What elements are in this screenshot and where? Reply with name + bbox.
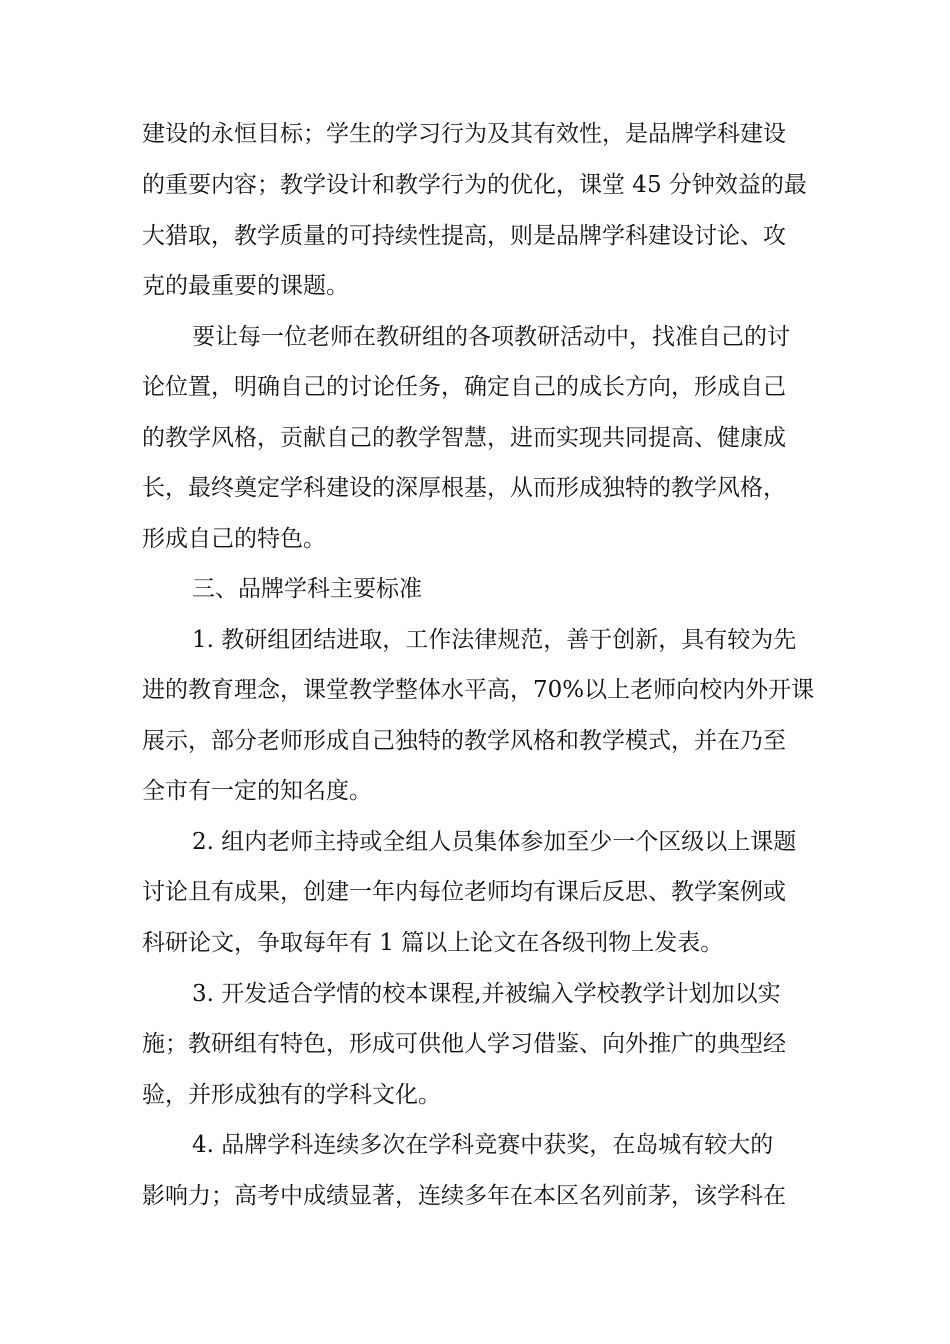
- text-line: 验，并形成独有的学科文化。: [142, 1082, 441, 1108]
- text-line: 讨论且有成果，创建一年内每位老师均有课后反思、教学案例或: [142, 879, 786, 905]
- text-line: 形成自己的特色。: [142, 526, 326, 552]
- section-heading: 三、品牌学科主要标准: [192, 576, 422, 602]
- text-line: 影响力；高考中成绩显著，连续多年在本区名列前茅，该学科在: [142, 1183, 786, 1209]
- text-line: 进的教育理念，课堂教学整体水平高，70%以上老师向校内外开课: [142, 677, 815, 703]
- text-line: 建设的永恒目标；学生的学习行为及其有效性，是品牌学科建设: [142, 121, 786, 147]
- text-line: 长，最终奠定学科建设的深厚根基，从而形成独特的教学风格，: [142, 475, 786, 501]
- text-line: 的重要内容；教学设计和教学行为的优化，课堂 45 分钟效益的最: [142, 172, 807, 198]
- text-line: 的教学风格，贡献自己的教学智慧，进而实现共同提高、健康成: [142, 425, 786, 451]
- text-line: 科研论文，争取每年有 1 篇以上论文在各级刊物上发表。: [142, 930, 724, 956]
- text-line: 4. 品牌学科连续多次在学科竞赛中获奖，在岛城有较大的: [192, 1132, 774, 1158]
- text-line: 要让每一位老师在教研组的各项教研活动中，找准自己的讨: [192, 324, 790, 350]
- text-line: 全市有一定的知名度。: [142, 778, 372, 804]
- text-line: 施；教研组有特色，形成可供他人学习借鉴、向外推广的典型经: [142, 1031, 786, 1057]
- text-line: 1. 教研组团结进取，工作法律规范，善于创新，具有较为先: [192, 627, 797, 653]
- text-line: 2. 组内老师主持或全组人员集体参加至少一个区级以上课题: [192, 829, 797, 855]
- text-line: 论位置，明确自己的讨论任务，确定自己的成长方向，形成自己: [142, 374, 786, 400]
- text-line: 3. 开发适合学情的校本课程,并被编入学校教学计划加以实: [192, 981, 781, 1007]
- text-line: 展示，部分老师形成自己独特的教学风格和教学模式，并在乃至: [142, 728, 786, 754]
- text-line: 克的最重要的课题。: [142, 273, 349, 299]
- text-line: 大猎取，教学质量的可持续性提高，则是品牌学科建设讨论、攻: [142, 223, 786, 249]
